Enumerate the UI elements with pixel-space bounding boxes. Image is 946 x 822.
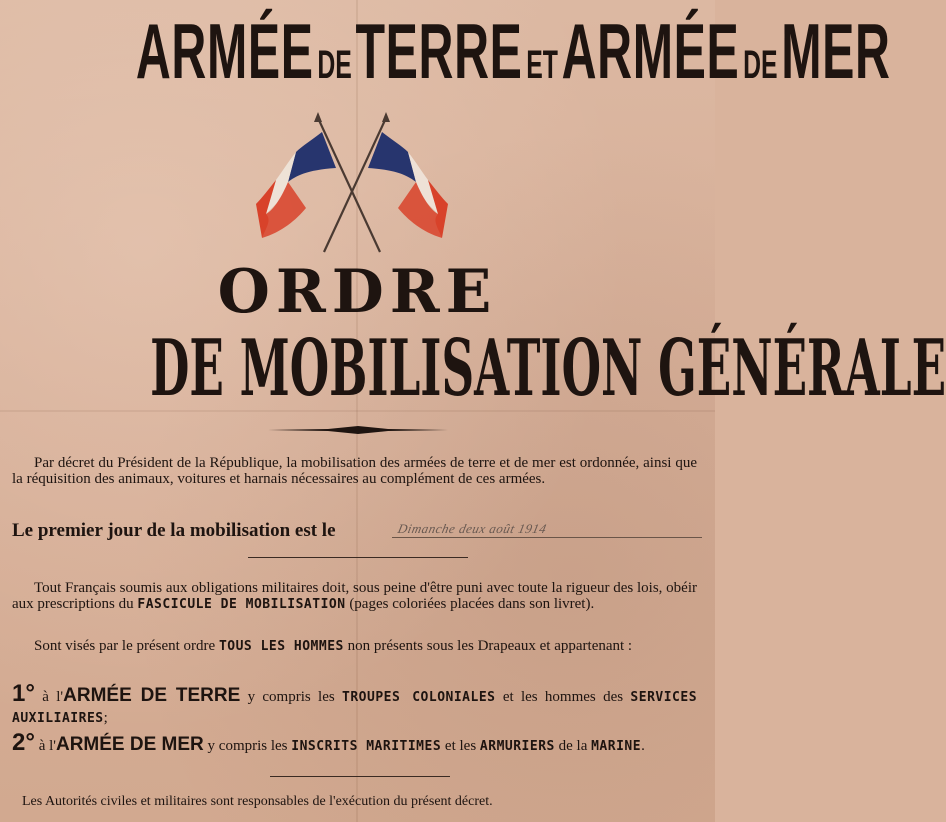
headline-terre: TERRE (355, 7, 523, 95)
divider-rule-1 (248, 557, 468, 558)
pole-tip-left (314, 112, 322, 122)
item1-services: SERVICES AUXILIAIRES (12, 690, 698, 726)
item1-number: 1° (12, 680, 35, 707)
title-ordre: ORDRE (217, 257, 498, 327)
flag-right (368, 132, 448, 238)
date-line (392, 537, 702, 538)
item2-number: 2° (12, 729, 35, 756)
crossed-flags-icon (252, 110, 452, 260)
fascicule-emphasis: FASCICULE DE MOBILISATION (137, 597, 346, 612)
item1-text1: y compris les (247, 689, 335, 705)
ornament-divider (268, 424, 448, 436)
item1-army: ARMÉE DE TERRE (63, 685, 241, 706)
obligations-text-after: (pages coloriées placées dans son livret). (349, 596, 595, 612)
item2-inscrits: INSCRITS MARITIMES (291, 739, 442, 754)
item1-end: ; (103, 710, 108, 726)
item1-a: à l' (42, 689, 64, 705)
item-armee-de-mer (12, 729, 697, 757)
item2-marine: MARINE (591, 739, 642, 754)
concerned-text-before: Sont visés par le présent ordre (34, 638, 216, 654)
concerned-paragraph (12, 638, 697, 655)
item1-text2: et les hommes des (502, 689, 624, 705)
headline-armee-1: ARMÉE (135, 7, 314, 95)
pole-tip-right (382, 112, 390, 122)
item2-text1: y compris les (207, 738, 288, 754)
headline-de-1: DE (317, 43, 352, 87)
footer-responsibility: Les Autorités civiles et militaires sont responsables de l'exécution du présent décret. (22, 794, 493, 809)
headline-de-2: DE (743, 43, 778, 87)
headline-et: ET (526, 43, 558, 87)
title-mobilisation-generale: DE MOBILISATION GÉNÉRALE (150, 323, 946, 414)
concerned-text-after: non présents sous les Drapeaux et appartenant : (347, 638, 633, 654)
item2-text3: de la (558, 738, 588, 754)
item2-armuriers: ARMURIERS (479, 739, 555, 754)
first-day-label: Le premier jour de la mobilisation est le (12, 520, 336, 541)
obligations-text-before: Tout Français soumis aux obligations militaires doit, sous peine d'être puni avec toute la rigueur des lois, obéir aux prescriptions du (12, 580, 697, 612)
item1-troops: TROUPES COLONIALES (342, 690, 496, 705)
flag-pole-right (324, 118, 386, 252)
poster-headline (135, 7, 891, 95)
handwritten-date: Dimanche deux août 1914 (396, 521, 549, 536)
item2-end: . (641, 738, 645, 754)
obligations-paragraph (12, 580, 697, 613)
tous-les-hommes-emphasis: TOUS LES HOMMES (218, 639, 344, 654)
headline-armee-2: ARMÉE (561, 7, 740, 95)
item2-a: à l' (38, 738, 56, 754)
item-armee-de-terre (12, 680, 698, 729)
headline-mer: MER (781, 7, 891, 95)
item2-army: ARMÉE DE MER (55, 734, 204, 755)
divider-rule-2 (270, 776, 450, 777)
flag-left (256, 132, 336, 238)
flag-pole-left (318, 118, 380, 252)
item2-text2: et les (444, 738, 477, 754)
decree-paragraph: Par décret du Président de la République, la mobilisation des armées de terre et de mer est ordonnée, ainsi que la réquisition des animaux, voitures et harnais nécessaires au complément de ces armées. (12, 455, 697, 487)
